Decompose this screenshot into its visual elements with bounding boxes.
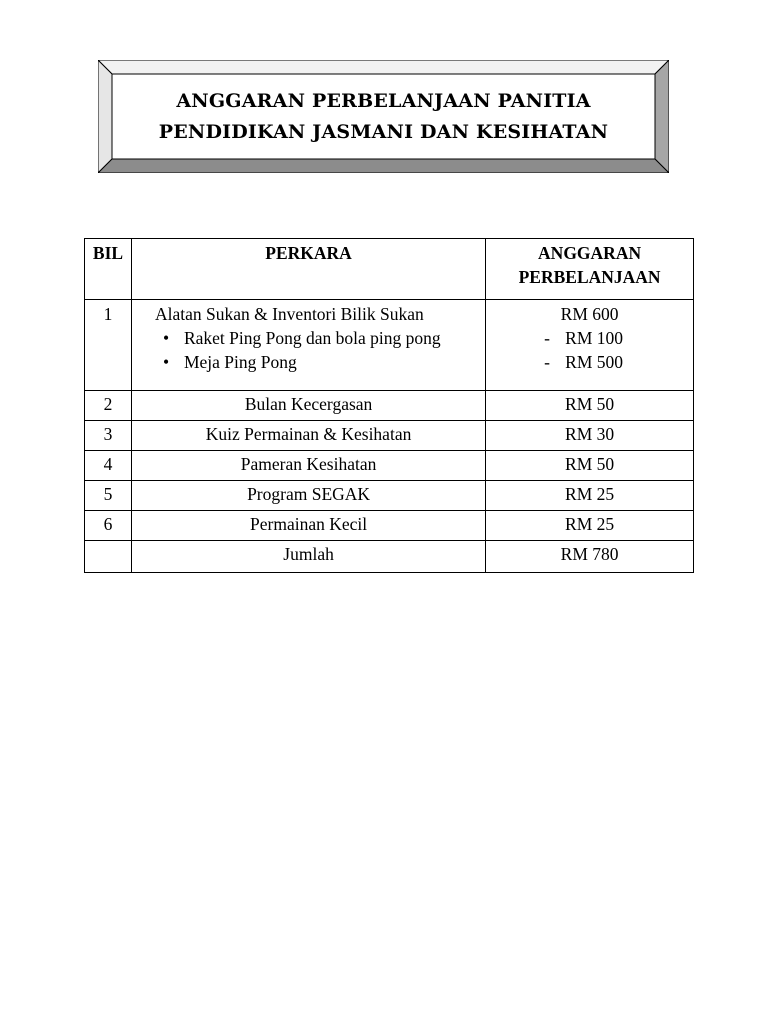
cell-perkara: Kuiz Permainan & Kesihatan (131, 421, 485, 451)
bullet-icon: • (162, 328, 170, 348)
cell-bil: 3 (85, 421, 132, 451)
amount-main: RM 600 (560, 304, 619, 324)
cell-amount: RM 25 (486, 481, 694, 511)
title-line-1: ANGGARAN PERBELANJAAN PANITIA (176, 89, 591, 112)
cell-perkara: Program SEGAK (131, 481, 485, 511)
title-block (112, 74, 655, 159)
cell-bil: 4 (85, 451, 132, 481)
header-bil: BIL (85, 239, 132, 300)
sub-item (160, 350, 481, 374)
cell-bil: 6 (85, 511, 132, 541)
table-row (85, 451, 694, 481)
cell-bil: 1 (85, 300, 132, 391)
table-header-row (85, 239, 694, 300)
sub-item-label: Meja Ping Pong (183, 352, 297, 372)
table-row (85, 421, 694, 451)
total-label: Jumlah (131, 541, 485, 573)
cell-amount: RM 25 (486, 511, 694, 541)
sub-amount: - RM 500 (544, 352, 624, 372)
total-amount: RM 780 (486, 541, 694, 573)
cell-amount: RM 30 (486, 421, 694, 451)
item-main-label: Alatan Sukan & Inventori Bilik Sukan (154, 304, 424, 324)
header-anggaran-line-2: PERBELANJAAN (518, 267, 661, 287)
table-row (85, 300, 694, 391)
sub-amount-value: RM 500 (565, 352, 624, 372)
budget-table (84, 238, 694, 573)
header-perkara: PERKARA (131, 239, 485, 300)
table-row (85, 481, 694, 511)
title-frame (98, 60, 669, 173)
total-row (85, 541, 694, 573)
sub-item (160, 326, 481, 350)
sub-item-label: Raket Ping Pong dan bola ping pong (183, 328, 441, 348)
cell-perkara: Permainan Kecil (131, 511, 485, 541)
cell-bil: 5 (85, 481, 132, 511)
table-row (85, 511, 694, 541)
table-row (85, 391, 694, 421)
cell-amount: RM 50 (486, 391, 694, 421)
header-anggaran-line-1: ANGGARAN (538, 243, 642, 263)
cell-bil-empty (85, 541, 132, 573)
cell-bil: 2 (85, 391, 132, 421)
cell-perkara (131, 300, 485, 391)
cell-amount: RM 50 (486, 451, 694, 481)
cell-amount (486, 300, 694, 391)
bullet-icon: • (162, 352, 170, 372)
sub-amount-value: RM 100 (565, 328, 624, 348)
sub-amount: - RM 100 (544, 328, 624, 348)
cell-perkara: Pameran Kesihatan (131, 451, 485, 481)
title-line-2: PENDIDIKAN JASMANI DAN KESIHATAN (158, 120, 609, 143)
cell-perkara: Bulan Kecergasan (131, 391, 485, 421)
sub-item-list (136, 326, 481, 374)
header-anggaran (486, 239, 694, 300)
